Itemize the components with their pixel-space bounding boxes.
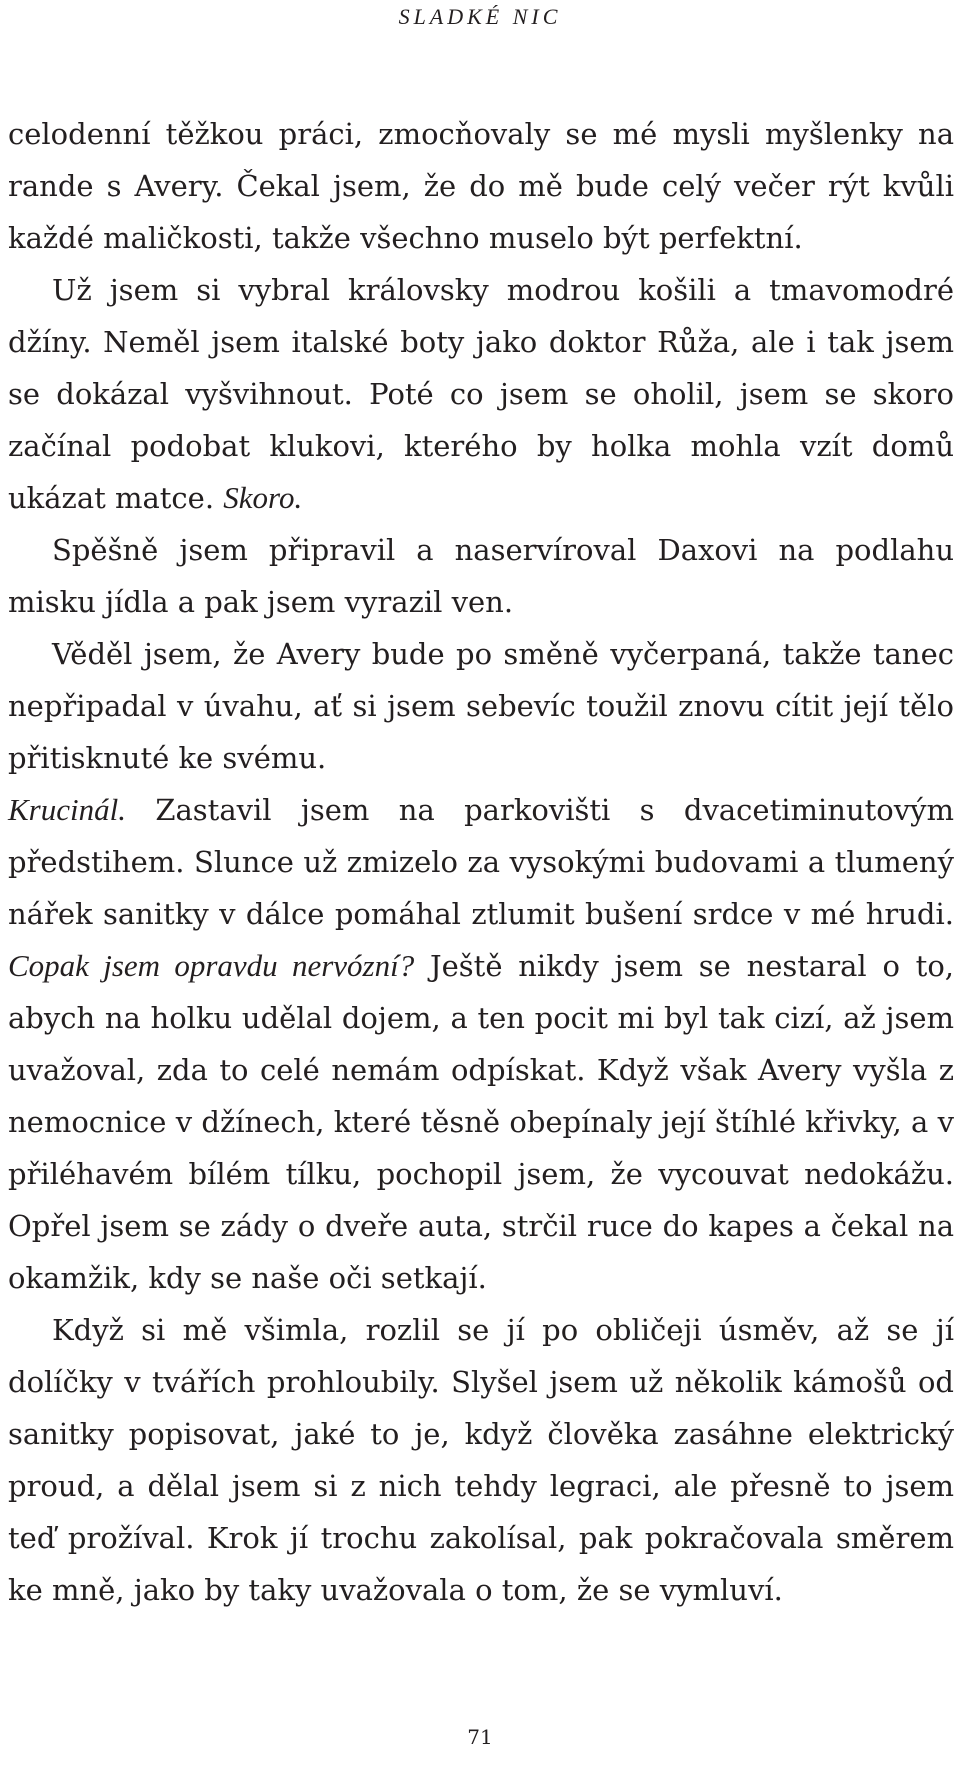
text-run: Zastavil jsem na parkovišti s dvacetiminutovým předstihem. Slunce už zmizelo za vysokými budovami a tlumený nářek sanitky v dálce pomáhal ztlumit bušení srdce v mé hrudi. [8, 793, 954, 931]
page-number: 71 [467, 1725, 493, 1749]
italic-run: Copak jsem opravdu nervózní? [8, 948, 415, 983]
text-run: Když si mě všimla, rozlil se jí po obličeji úsměv, až se jí dolíčky v tvářích prohloubily. Slyšel jsem už několik kámošů od sanitky popisovat, jaké to je, když člověka zasáhne elektrický proud, a dělal jsem si z nich tehdy legraci, ale přesně to jsem teď prožíval. Krok jí trochu zakolísal, pak pokračovala směrem ke mně, jako by taky uvažovala o tom, že se vymluví. [8, 1313, 954, 1607]
paragraph [8, 264, 954, 524]
running-head: SLADKÉ NIC [398, 4, 562, 29]
text-run: Už jsem si vybral královsky modrou košili a tmavomodré džíny. Neměl jsem italské boty jako doktor Růža, ale i tak jsem se dokázal vyšvihnout. Poté co jsem se oholil, jsem se skoro začínal podobat klukovi, kterého by holka mohla vzít domů ukázat matce. [8, 273, 954, 515]
paragraph [8, 1304, 954, 1616]
paragraph [8, 784, 954, 1304]
text-run: Spěšně jsem připravil a naservíroval Daxovi na podlahu misku jídla a pak jsem vyrazil ven. [8, 533, 954, 619]
paragraph [8, 524, 954, 628]
text-run: Ještě nikdy jsem se nestaral o to, abych na holku udělal dojem, a ten pocit mi byl tak cizí, až jsem uvažoval, zda to celé nemám odpískat. Když však Avery vyšla z nemocnice v džínech, které těsně obepínaly její štíhlé křivky, a v přiléhavém bílém tílku, pochopil jsem, že vycouvat nedokážu. Opřel jsem se zády o dveře auta, strčil ruce do kapes a čekal na okamžik, kdy se naše oči setkají. [8, 949, 955, 1295]
italic-run: Krucinál. [8, 792, 126, 827]
text-run: celodenní těžkou práci, zmocňovaly se mé mysli myšlenky na rande s Avery. Čekal jsem, že do mě bude celý večer rýt kvůli každé maličkosti, takže všechno muselo být perfektní. [8, 117, 954, 255]
text-run: Věděl jsem, že Avery bude po směně vyčerpaná, takže tanec nepřipadal v úvahu, ať si jsem sebevíc toužil znovu cítit její tělo přitisknuté ke svému. [8, 637, 954, 775]
paragraph [8, 108, 954, 264]
italic-run: Skoro. [223, 480, 303, 515]
paragraph [8, 628, 954, 784]
body-text [8, 108, 954, 1616]
